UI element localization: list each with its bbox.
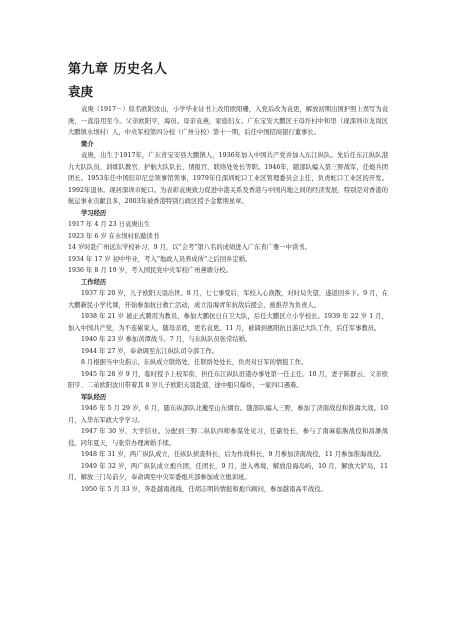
military-paragraph: 1946 年 5 月 29 岁，6 月，随东纵部队北撤至山东烟台。随部队编入三野，参加了济南战役和淮海大战。10 月，入华东军政大学学习。: [68, 405, 388, 424]
education-line: 1934 年 17 岁 初中毕业，考入“地政人员养成所”之后回乡定婚。: [68, 255, 252, 263]
education-line: 14 岁时赴广州远东学校补习，9 月，以“会考”第八名的成绩进入广东省广雅一中读书。: [68, 244, 311, 251]
education-line: 1936 年 8 月 19 岁，考入国民党中央军校广州燕塘分校。: [68, 267, 232, 274]
work-paragraph: 1945 年 28 岁 9 月，临时授予上校军衔，担任东江纵队驻港办事处第一任主任。10 月，妻子陈群云、父亲欧阳亨、二弟欧阳汝川带着其 8 岁儿子欧阳天羽赴港，途中船只爆炸，一家四口遇难。: [68, 370, 388, 389]
work-paragraph: 1944 年 27 岁，奉命调至东江纵队司令部工作。: [81, 347, 219, 355]
work-paragraph: 1937 年 20 岁，儿子欧阳天羽出世。8 月，七七事变后，军校人心涣散，对时局失望，遂返回乡下。9 月，在大鹏新民小学代课，开始参加抗日救亡活动，成立沿海青年抗敌后援会，被推荐为负责人。: [68, 290, 388, 309]
military-paragraph: 1950 年 5 月 33 岁，奔赴越南战线，任胡志明的情报和炮兵顾问，参加越南高平战役。: [81, 485, 327, 493]
section-heading-military: 军队经历: [81, 393, 107, 401]
section-paragraph: 袁庚，出生于1917年，广东省宝安县大鹏镇人，1936年加入中国共产党并加入东江纵队。先后任东江纵队港九大队队员、训练队教官、护航大队队长、情报官、联络处处长等职。1946年，随部队编入第三野战军，任炮兵团团长。1953年任中国驻印尼总领事馆领事，1979年任深圳蛇口工业区管理委员会主任，负责蛇口工业区的开发。1992年退休。现居深圳市蛇口。为表彰袁庚致力促进中港关系及香港与中国内地之间的经济发展，特别是对香港的航运事业贡献良多，2003年被香港特别行政区授予金紫荆星章。: [68, 152, 388, 205]
education-line: 1923 年 6 岁 在水坝村私塾读书: [68, 232, 160, 240]
section-heading-intro: 简介: [81, 140, 94, 148]
document-body: [68, 104, 388, 495]
work-paragraph: 1938 年 21 岁 被正式聘用为教员，参加大鹏抗日自卫大队，后任大鹏区立小学校长。1939 年 22 岁 1 月，加入中国共产党，为不连累家人，随母亲姓，更名袁更。11 月，被调到惠阳抗日游记大队工作，后任军事教员。: [68, 313, 388, 332]
military-paragraph: 1949 年 32 岁，两广纵队成立炮兵团，任团长，9 月，进入粤境，解放沿海岛屿，10 月，解放大铲岛，11 月，解放三门岛前夕，奉命调至中央军委炮兵部参加成立炮训班。: [68, 462, 388, 481]
military-paragraph: 1948 年 31 岁，两广纵队成立，任纵队侦查科长，后为作战科长，9 月参加济南战役，11 月参加淮海战役。: [81, 451, 386, 458]
section-heading-work: 工作经历: [81, 278, 107, 286]
section-heading-education: 学习经历: [81, 209, 107, 217]
person-name-heading: 袁庚: [68, 84, 94, 99]
work-paragraph: 1940 年 23 岁 参加黄潭战斗。7 月，与东纵队员张常结婚。: [81, 336, 252, 343]
military-paragraph: 1947 年 30 岁，大学结业。分配到三野二纵队四师参谋处见习，任副处长，参与了南麻临朐战役和昌潍战役。同年夏天，与张常办理离婚手续。: [68, 428, 388, 447]
intro-paragraph: 袁庚（1917－）原名欧阳汝山，小学毕业证书上改用欧阳珊，入党后改为袁更，解放初期出国护照上误写为袁庚，一直沿用至今。父亲欧阳亨，海员。母亲袁燕，家庭妇女。广东宝安大鹏区王母圩村中和里（现深圳市龙岗区大鹏镇水坝村）人，中央军校第四分校（广州分校）第十一期，后任中国招商银行董事长。: [68, 106, 388, 136]
work-paragraph: 8 月根据当中央指示，东纵成立联络处，任联络处处长，负责对日军的情报工作。: [81, 359, 308, 366]
chapter-title: 第九章 历史名人: [68, 62, 168, 77]
education-line: 1917 年 4 月 23 日袁庚出生: [68, 221, 151, 228]
